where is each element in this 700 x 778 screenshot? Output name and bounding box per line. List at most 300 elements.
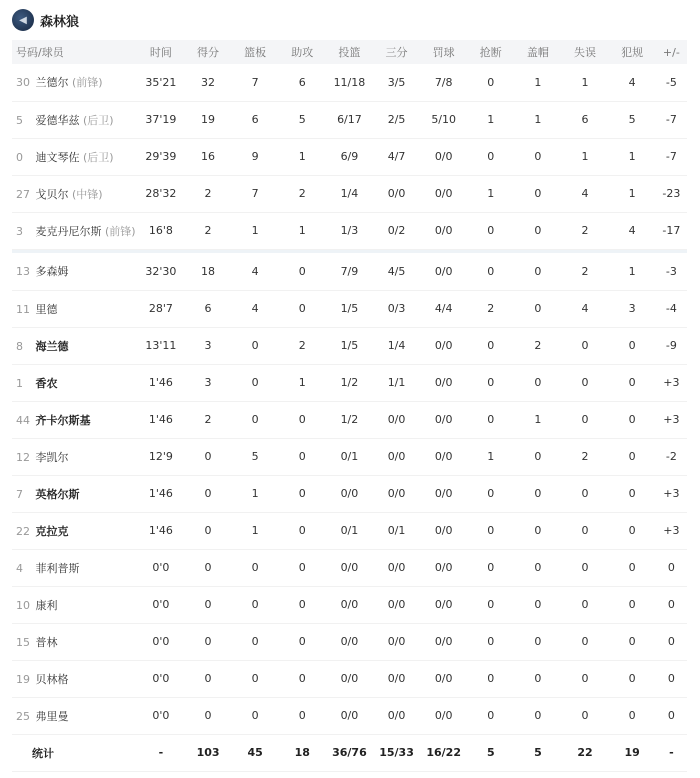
stat-turnovers: 0 [581,376,589,389]
jersey-number: 3 [16,224,23,238]
jersey-number: 4 [16,561,23,575]
player-position: (中锋) [72,187,103,201]
stat-minutes: 37'19 [145,113,177,126]
stat-free-throws: 0/0 [434,709,453,722]
stat-fouls: 0 [628,561,636,574]
player-row[interactable] [12,660,687,697]
stat-free-throws: 0/0 [434,672,453,685]
stat-field-goals: 11/18 [333,75,366,89]
total-blocks: 5 [534,746,542,759]
stat-free-throws: 0/0 [434,598,453,611]
stat-turnovers: 0 [581,339,589,352]
jersey-number: 7 [16,487,23,501]
stat-points: 6 [204,302,212,315]
stat-turnovers: 1 [581,75,589,89]
jersey-number: 15 [16,635,30,649]
player-name[interactable]: 戈贝尔 [35,187,69,201]
stat-blocks: 0 [534,487,542,500]
player-row[interactable] [12,212,687,249]
stat-fouls: 0 [628,450,636,463]
stat-field-goals: 0/0 [340,709,359,722]
stat-rebounds: 1 [251,224,259,237]
stat-three-pointers: 0/0 [387,450,406,463]
player-position: (后卫) [83,150,114,164]
stat-points: 0 [204,561,212,574]
stat-turnovers: 6 [581,113,589,126]
stat-minutes: 1'46 [148,524,173,537]
stat-plus-minus: -23 [662,187,681,200]
stat-free-throws: 0/0 [434,376,453,389]
stat-free-throws: 0/0 [434,561,453,574]
stat-three-pointers: 0/0 [387,709,406,722]
stat-plus-minus: -3 [665,264,677,278]
stat-assists: 2 [298,339,306,352]
player-row[interactable] [12,475,687,512]
stat-blocks: 1 [534,413,542,426]
stat-assists: 0 [298,264,306,278]
column-header-rebounds[interactable]: 篮板 [244,46,267,59]
player-cell [12,212,137,249]
stat-points: 32 [201,75,216,89]
stat-plus-minus: -7 [665,150,677,163]
stat-field-goals: 1/2 [340,376,359,389]
stat-turnovers: 0 [581,487,589,500]
stat-assists: 5 [298,113,306,126]
player-cell [12,327,137,364]
player-cell [12,64,137,101]
stat-assists: 0 [298,450,306,463]
stat-blocks: 2 [534,339,542,352]
stat-assists: 0 [298,413,306,426]
stat-three-pointers: 0/0 [387,561,406,574]
stat-rebounds: 0 [251,376,259,389]
stat-three-pointers: 1/1 [387,376,406,389]
stat-field-goals: 1/3 [340,224,359,237]
stat-assists: 0 [298,598,306,611]
stat-three-pointers: 0/0 [387,413,406,426]
stat-assists: 2 [298,187,306,200]
total-minutes: - [158,746,164,759]
stat-assists: 0 [298,635,306,648]
stat-three-pointers: 0/1 [387,524,406,537]
stat-field-goals: 1/5 [340,302,359,315]
timberwolves-logo-icon: ◀ [12,9,34,31]
jersey-number: 10 [16,598,30,612]
column-header-player[interactable]: 号码/球员 [16,46,64,59]
stat-rebounds: 5 [251,450,259,463]
player-name[interactable]: 多森姆 [35,265,69,279]
player-name[interactable]: 普林 [35,635,58,649]
total-free-throws: 16/22 [426,746,461,759]
stat-free-throws: 0/0 [434,487,453,500]
stat-plus-minus: -2 [665,450,677,463]
stat-blocks: 0 [534,672,542,685]
player-name[interactable]: 康利 [35,598,58,612]
player-row[interactable] [12,175,687,212]
stat-fouls: 1 [628,264,636,278]
player-cell [12,175,137,212]
totals-label: 统计 [32,746,54,760]
player-row[interactable] [12,438,687,475]
stat-turnovers: 2 [581,224,589,237]
stat-three-pointers: 0/0 [387,187,406,200]
stat-fouls: 1 [628,150,636,163]
stat-plus-minus: +3 [663,376,680,389]
stat-field-goals: 6/17 [337,113,362,126]
stat-turnovers: 0 [581,672,589,685]
stat-rebounds: 0 [251,635,259,648]
stat-rebounds: 0 [251,561,259,574]
stat-blocks: 0 [534,524,542,537]
stat-rebounds: 0 [251,413,259,426]
stat-fouls: 0 [628,487,636,500]
column-header-minutes[interactable]: 时间 [149,46,172,59]
stat-three-pointers: 3/5 [387,75,406,89]
stat-blocks: 0 [534,709,542,722]
jersey-number: 30 [16,76,30,90]
stat-rebounds: 9 [251,150,259,163]
stat-blocks: 0 [534,187,542,200]
jersey-number: 11 [16,302,30,316]
stat-steals: 0 [487,709,495,722]
stat-turnovers: 2 [581,264,589,278]
stat-minutes: 0'0 [152,561,170,574]
stat-blocks: 0 [534,302,542,315]
stat-assists: 1 [298,376,306,389]
stat-plus-minus: 0 [667,561,675,574]
player-cell [12,586,137,623]
stat-plus-minus: +3 [663,524,680,537]
stat-fouls: 1 [628,187,636,200]
stat-free-throws: 7/8 [434,75,453,89]
player-row[interactable] [12,138,687,175]
stat-free-throws: 0/0 [434,187,453,200]
player-row[interactable] [12,253,687,290]
stat-free-throws: 5/10 [431,113,457,126]
stat-blocks: 1 [534,75,542,89]
stat-free-throws: 0/0 [434,524,453,537]
player-row[interactable] [12,290,687,327]
stat-field-goals: 0/1 [340,450,359,463]
jersey-number: 22 [16,524,30,538]
total-field-goals: 36/76 [332,746,367,759]
player-cell [12,697,137,734]
stat-steals: 0 [487,524,495,537]
stat-fouls: 4 [628,75,636,89]
stat-minutes: 35'21 [145,75,177,89]
stat-points: 2 [204,413,212,426]
stat-steals: 1 [487,113,495,126]
stat-minutes: 13'11 [145,339,177,352]
stat-points: 0 [204,598,212,611]
stat-field-goals: 0/0 [340,561,359,574]
stat-assists: 0 [298,672,306,685]
jersey-number: 5 [16,113,23,127]
stat-turnovers: 0 [581,635,589,648]
total-turnovers: 22 [577,746,593,759]
stat-steals: 0 [487,413,495,426]
stat-plus-minus: -4 [665,302,677,315]
player-cell [12,364,137,401]
stat-blocks: 0 [534,264,542,278]
stat-turnovers: 4 [581,187,589,200]
player-name[interactable]: 李凯尔 [35,450,69,464]
player-name[interactable]: 海兰德 [35,339,69,353]
stat-fouls: 0 [628,339,636,352]
stat-minutes: 12'9 [148,450,173,463]
stat-rebounds: 4 [251,264,259,278]
stat-rebounds: 0 [251,672,259,685]
jersey-number: 12 [16,450,30,464]
player-name[interactable]: 菲利普斯 [35,561,80,575]
column-header-free-throws[interactable]: 罚球 [432,46,455,59]
stat-steals: 1 [487,187,495,200]
player-position: (后卫) [83,113,114,127]
stat-minutes: 1'46 [148,413,173,426]
box-score-table [12,40,687,772]
stat-rebounds: 1 [251,487,259,500]
stat-blocks: 0 [534,150,542,163]
stat-plus-minus: -7 [665,113,677,126]
stat-field-goals: 0/0 [340,672,359,685]
stat-fouls: 0 [628,376,636,389]
stat-turnovers: 4 [581,302,589,315]
stat-field-goals: 1/5 [340,339,359,352]
stat-three-pointers: 0/0 [387,598,406,611]
stat-plus-minus: -17 [662,224,681,237]
stat-points: 0 [204,524,212,537]
column-header-plus-minus[interactable]: +/- [662,45,680,59]
stat-turnovers: 0 [581,561,589,574]
stat-steals: 0 [487,487,495,500]
stat-rebounds: 0 [251,709,259,722]
column-header-points[interactable]: 得分 [197,46,220,59]
player-row[interactable] [12,697,687,734]
stat-steals: 0 [487,376,495,389]
stat-assists: 0 [298,524,306,537]
player-name[interactable]: 香农 [35,376,58,390]
player-cell [12,401,137,438]
stat-minutes: 0'0 [152,598,170,611]
stat-three-pointers: 2/5 [387,113,406,126]
stat-points: 0 [204,672,212,685]
total-steals: 5 [486,746,495,759]
stat-field-goals: 0/0 [340,635,359,648]
player-cell [12,512,137,549]
stat-rebounds: 7 [251,75,259,89]
stat-minutes: 29'39 [145,150,177,163]
stat-assists: 0 [298,302,306,315]
stat-steals: 0 [487,635,495,648]
stat-minutes: 1'46 [148,376,173,389]
jersey-number: 1 [16,376,23,390]
player-row[interactable] [12,586,687,623]
stat-fouls: 0 [628,413,636,426]
stat-plus-minus: 0 [667,672,675,685]
stat-plus-minus: 0 [667,635,675,648]
stat-blocks: 0 [534,376,542,389]
stat-field-goals: 0/0 [340,487,359,500]
totals-row [12,734,687,771]
stat-assists: 6 [298,75,306,89]
total-assists: 18 [294,746,310,759]
table-header-row [12,40,687,64]
column-header-field-goals[interactable]: 投篮 [338,46,361,59]
player-position: (前锋) [72,76,103,90]
player-name[interactable]: 爱德华兹 [35,113,80,127]
stat-field-goals: 7/9 [340,264,359,278]
stat-plus-minus: +3 [663,487,680,500]
stat-assists: 1 [298,224,306,237]
stat-points: 16 [201,150,216,163]
stat-rebounds: 7 [251,187,259,200]
stat-three-pointers: 4/5 [387,264,406,278]
stat-fouls: 5 [628,113,636,126]
player-cell [12,660,137,697]
player-row[interactable] [12,364,687,401]
player-cell [12,138,137,175]
stat-field-goals: 0/0 [340,598,359,611]
stat-three-pointers: 0/3 [387,302,406,315]
player-name[interactable]: 贝林格 [35,672,69,686]
stat-assists: 0 [298,561,306,574]
stat-steals: 0 [487,598,495,611]
player-name[interactable]: 兰德尔 [35,76,69,90]
jersey-number: 13 [16,265,30,279]
player-name[interactable]: 齐卡尔斯基 [35,413,91,427]
stat-points: 18 [201,264,216,278]
jersey-number: 19 [16,672,30,686]
stat-blocks: 0 [534,561,542,574]
player-name[interactable]: 麦克丹尼尔斯 [35,224,102,238]
stat-assists: 0 [298,709,306,722]
player-cell [12,253,137,290]
stat-steals: 2 [487,302,495,315]
player-cell [12,549,137,586]
stat-assists: 1 [298,150,306,163]
stat-steals: 0 [487,672,495,685]
stat-fouls: 0 [628,635,636,648]
stat-three-pointers: 4/7 [387,150,406,163]
jersey-number: 44 [16,413,30,427]
jersey-number: 8 [16,339,23,353]
stat-steals: 0 [487,339,495,352]
jersey-number: 0 [16,150,23,164]
stat-turnovers: 1 [581,150,589,163]
player-row[interactable] [12,549,687,586]
column-header-fouls[interactable]: 犯规 [621,46,644,59]
player-row[interactable] [12,64,687,101]
stat-plus-minus: 0 [667,598,675,611]
column-header-blocks[interactable]: 盖帽 [526,46,549,59]
stat-minutes: 28'7 [148,302,173,315]
stat-turnovers: 0 [581,709,589,722]
total-fouls: 19 [624,746,640,759]
player-row[interactable] [12,401,687,438]
total-plus-minus: - [669,746,674,759]
stat-three-pointers: 0/2 [387,224,406,237]
total-rebounds: 45 [247,746,263,759]
player-row[interactable] [12,512,687,549]
stat-steals: 0 [487,264,495,278]
stat-blocks: 0 [534,450,542,463]
stat-points: 3 [204,376,212,389]
stat-free-throws: 0/0 [434,339,453,352]
total-points: 103 [196,746,220,759]
stat-blocks: 0 [534,635,542,648]
stat-three-pointers: 0/0 [387,635,406,648]
column-header-turnovers[interactable]: 失误 [574,46,597,59]
stat-fouls: 0 [628,524,636,537]
stat-minutes: 0'0 [152,709,170,722]
player-cell [12,290,137,327]
total-three-pointers: 15/33 [379,746,414,759]
stat-turnovers: 0 [581,524,589,537]
stat-plus-minus: +3 [663,413,680,426]
stat-steals: 0 [487,224,495,237]
stat-free-throws: 0/0 [434,450,453,463]
player-name[interactable]: 迪文琴佐 [35,150,80,164]
stat-free-throws: 0/0 [434,264,453,278]
stat-points: 0 [204,635,212,648]
stat-blocks: 0 [534,224,542,237]
player-row[interactable] [12,327,687,364]
player-name[interactable]: 弗里曼 [35,709,69,723]
stat-free-throws: 0/0 [434,224,453,237]
player-row[interactable] [12,623,687,660]
stat-plus-minus: 0 [667,709,675,722]
stat-rebounds: 4 [251,302,259,315]
stat-fouls: 3 [628,302,636,315]
stat-rebounds: 1 [251,524,259,537]
stat-field-goals: 6/9 [340,150,359,163]
stat-fouls: 0 [628,709,636,722]
stat-points: 0 [204,487,212,500]
stat-points: 3 [204,339,212,352]
column-header-assists[interactable]: 助攻 [291,46,314,59]
player-name[interactable]: 英格尔斯 [35,487,80,501]
player-cell [12,475,137,512]
stat-rebounds: 6 [251,113,259,126]
column-header-steals[interactable]: 抢断 [479,46,502,59]
stat-points: 2 [204,187,212,200]
stat-minutes: 0'0 [152,672,170,685]
player-name[interactable]: 里德 [35,302,58,316]
stat-rebounds: 0 [251,598,259,611]
stat-three-pointers: 0/0 [387,672,406,685]
stat-minutes: 1'46 [148,487,173,500]
stat-field-goals: 1/4 [340,187,359,200]
stat-minutes: 32'30 [145,264,177,278]
stat-steals: 0 [487,75,495,89]
stat-turnovers: 0 [581,598,589,611]
player-row[interactable] [12,101,687,138]
stat-plus-minus: -5 [665,75,677,89]
stat-steals: 0 [487,150,495,163]
player-name[interactable]: 克拉克 [35,524,69,538]
column-header-three-pointers[interactable]: 三分 [385,46,408,59]
stat-steals: 1 [487,450,495,463]
stat-fouls: 4 [628,224,636,237]
stat-turnovers: 0 [581,413,589,426]
stat-free-throws: 4/4 [434,302,453,315]
stat-fouls: 0 [628,598,636,611]
player-cell [12,438,137,475]
stat-three-pointers: 0/0 [387,487,406,500]
stat-points: 0 [204,709,212,722]
stat-minutes: 0'0 [152,635,170,648]
stat-points: 2 [204,224,212,237]
